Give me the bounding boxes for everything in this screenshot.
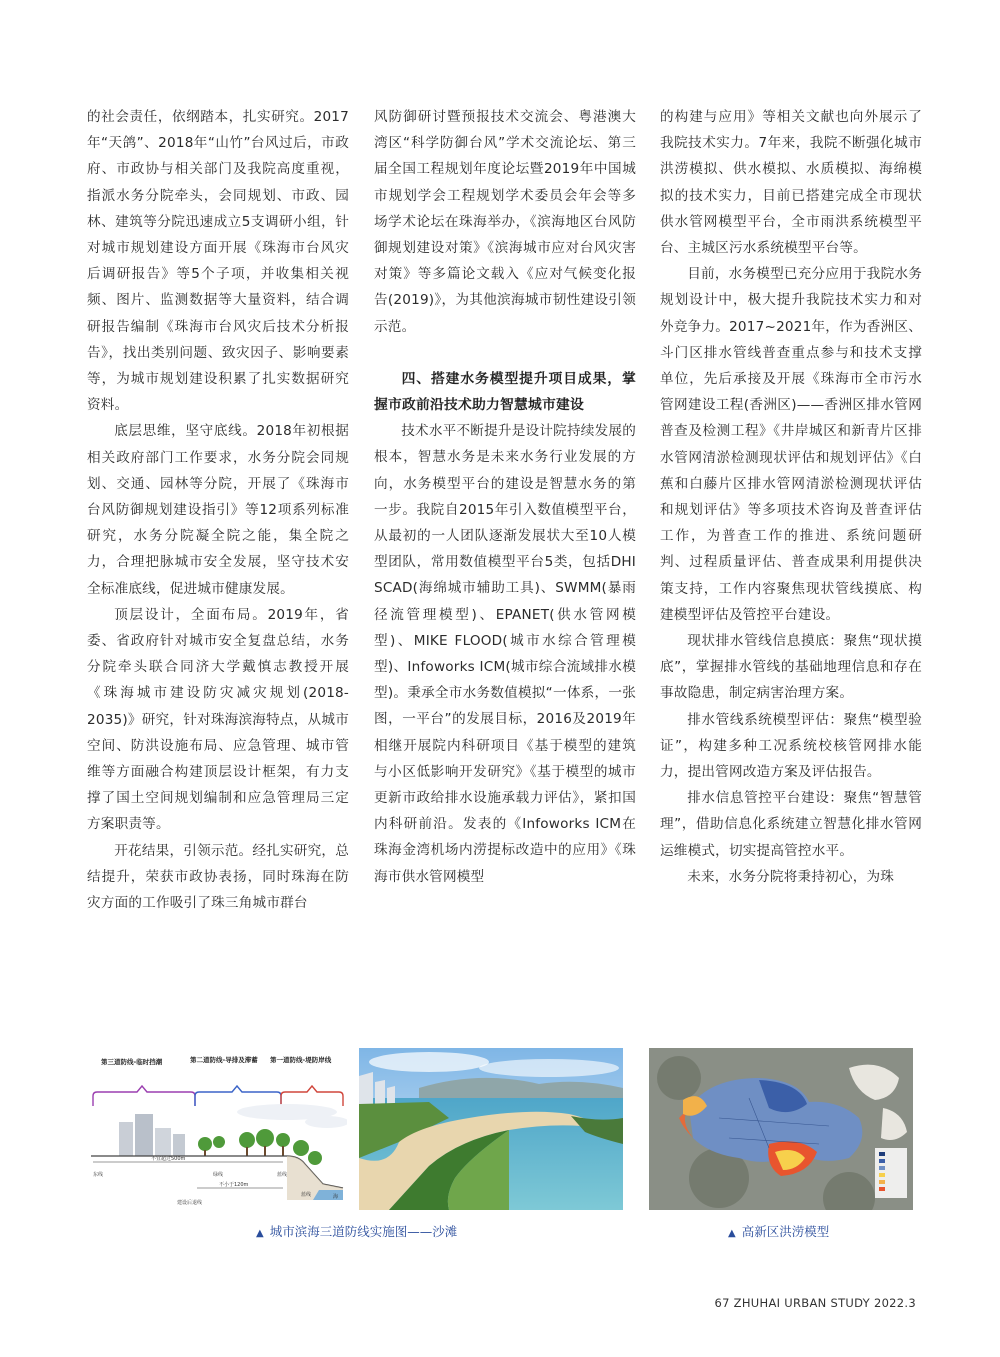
brace-second-line (195, 1086, 281, 1106)
building (119, 1122, 133, 1156)
dim-bottom: 不小于120m (219, 1182, 249, 1188)
page-footer: 67 ZHUHAI URBAN STUDY 2022.3 (714, 1296, 916, 1310)
figure-caption-flood-model: ▲ 高新区洪涝模型 (728, 1224, 830, 1239)
building (173, 1134, 185, 1156)
triangle-icon: ▲ (256, 1228, 264, 1239)
section-heading: 四、搭建水务模型提升项目成果，掌握市政前沿技术助力智慧城市建设 (374, 370, 636, 414)
paragraph: 排水管线系统模型评估：聚焦“模型验证”，构建多种工况系统校核管网排水能力，提出管网改造方案及评估报告。 (660, 711, 922, 781)
defense-lines-diagram (87, 1048, 347, 1210)
paragraph: 的社会责任，依纲踏本，扎实研究。2017年“天鸽”、2018年“山竹”台风过后，市政府、市政协与相关部门及我院高度重视，指派水务分院牵头，会同规划、市政、园林、建筑等分院迅速成立5支调研小组，针对城市规划建设方面开展《珠海市台风灾后调研报告》等5个子项，并收集相关视频、图片、监测数据等大量资料，结合调研报告编制《珠海市台风灾后技术分析报告》，找出类别问题、致灾因子、影响要素等，为城市规划建设积累了扎实数据研究资料。 (87, 109, 349, 414)
beach-photo (359, 1048, 623, 1210)
paragraph: 的构建与应用》等相关文献也向外展示了我院技术实力。7年来，我院不断强化城市洪涝模拟、供水模拟、水质模拟、海绵模拟的技术实力，目前已搭建完成全市现状供水管网模型平台，全市雨洪系统模型平台、主城区污水系统模型平台等。 (660, 109, 922, 257)
defense-lines-svg (87, 1048, 347, 1210)
brace-third-line (93, 1086, 195, 1106)
paragraph: 未来，水务分院将秉持初心，为珠 (687, 868, 895, 885)
mark-green: 绿线 (213, 1172, 224, 1178)
triangle-icon: ▲ (728, 1228, 736, 1239)
text-column-3 (660, 104, 922, 890)
paragraph: 目前，水务模型已充分应用于我院水务规划设计中，极大提升我院技术实力和对外竞争力。2017~2021年，作为香洲区、斗门区排水管线普查重点参与和技术支撑单位，先后承接及开展《珠海市全市污水管网建设工程(香洲区)——香洲区排水管网普查及检测工程》《井岸城区和新青片区排水管网清淤检测现状评估和规划评估》《白蕉和白藤片区排水管网清淤检测现状评估和规划评估》等多项技术咨询及普查评估工作，为普查工作的推进、系统问题研判、过程质量评估、普查成果利用提供决策支持，工作内容聚焦现状管线摸底、构建模型评估及管控平台建设。 (660, 266, 922, 623)
text-column-2 (374, 104, 636, 890)
dim-road: 建设后退线 (177, 1200, 203, 1206)
mark-sea: 海 (333, 1194, 339, 1200)
paragraph: 顶层设计，全面布局。2019年，省委、省政府针对城市安全复盘总结，水务分院牵头联合同济大学戴慎志教授开展《珠海城市建设防灾减灾规划(2018-2035)》研究，针对珠海滨海特点，从城市空间、防洪设施布局、应急管理、城市管维等方面融合构建顶层设计框架，有力支撑了国土空间规划编制和应急管理局三定方案职责等。 (87, 606, 349, 833)
text-column-1 (87, 104, 349, 916)
beach-photo-svg (359, 1048, 623, 1210)
flood-model-map (649, 1048, 913, 1210)
mark-blue-2: 蓝线 (301, 1192, 312, 1198)
brace-first-line (281, 1086, 343, 1106)
paragraph: 排水信息管控平台建设：聚焦“智慧管理”，借助信息化系统建立智慧化排水管网运维模式，切实提高管控水平。 (660, 790, 922, 859)
paragraph: 现状排水管线信息摸底：聚焦“现状摸底”，掌握排水管线的基础地理信息和存在事故隐患，制定病害治理方案。 (660, 633, 922, 702)
flood-model-svg (649, 1048, 913, 1210)
label-third-line: 第三道防线-临时挡潮 (101, 1058, 163, 1066)
paragraph: 技术水平不断提升是设计院持续发展的根本，智慧水务是未来水务行业发展的方向，水务模型平台的建设是智慧水务的第一步。我院自2015年引入数值模型平台，从最初的一人团队逐渐发展状大至10人模型团队，常用数值模型平台5类，包括DHI SCAD(海绵城市辅助工具)、SWMM(暴雨径流管理模型)、EPANET(供水管网模型)、MIKE FLOOD(城市水综合管理模型)、Infoworks ICM(城市综合流域排水模型)。秉承全市水务数值模拟“一体系，一张图，一平台”的发展目标，2016及2019年相继开展院内科研项目《基于模型的建筑与小区低影响开发研究》《基于模型的城市更新市政给排水设施承载力评估》，紧扣国内科研前沿。发表的《Infoworks ICM在珠海金湾机场内涝提标改造中的应用》《珠海市供水管网模型 (374, 423, 636, 885)
building (155, 1128, 171, 1156)
paragraph: 开花结果，引领示范。经扎实研究，总结提升，荣获市政协表扬，同时珠海在防灾方面的工作吸引了珠三角城市群台 (87, 842, 349, 912)
trees (198, 1129, 322, 1165)
paragraph: 风防御研讨暨预报技术交流会、粤港澳大湾区“科学防御台风”学术交流论坛、第三届全国工程规划年度论坛暨2019年中国城市规划学会工程规划学术委员会年会等多场学术论坛在珠海举办，《滨海地区台风防御规划建设对策》《滨海城市应对台风灾害对策》等多篇论文载入《应对气候变化报告(2019)》，为其他滨海城市韧性建设引领示范。 (374, 109, 636, 335)
building (135, 1114, 153, 1156)
dim-top: 不宜超过500m (151, 1156, 186, 1162)
figure-caption-beach: ▲ 城市滨海三道防线实施图——沙滩 (256, 1224, 458, 1239)
mark-blue: 蓝线 (277, 1172, 288, 1178)
mark-left: 东线 (93, 1172, 104, 1178)
cloud (305, 1116, 347, 1128)
label-first-line: 第一道防线-堤防岸线 (270, 1056, 332, 1064)
paragraph: 底层思维，坚守底线。2018年初根据相关政府部门工作要求，水务分院会同规划、交通、园林等分院，开展了《珠海市台风防御规划建设指引》等12项系列标准研究，水务分院凝全院之能，集全院之力，合理把脉城市安全发展，坚守技术安全标准底线，促进城市健康发展。 (87, 423, 349, 597)
label-second-line: 第二道防线-导排及滞蓄 (190, 1056, 258, 1064)
